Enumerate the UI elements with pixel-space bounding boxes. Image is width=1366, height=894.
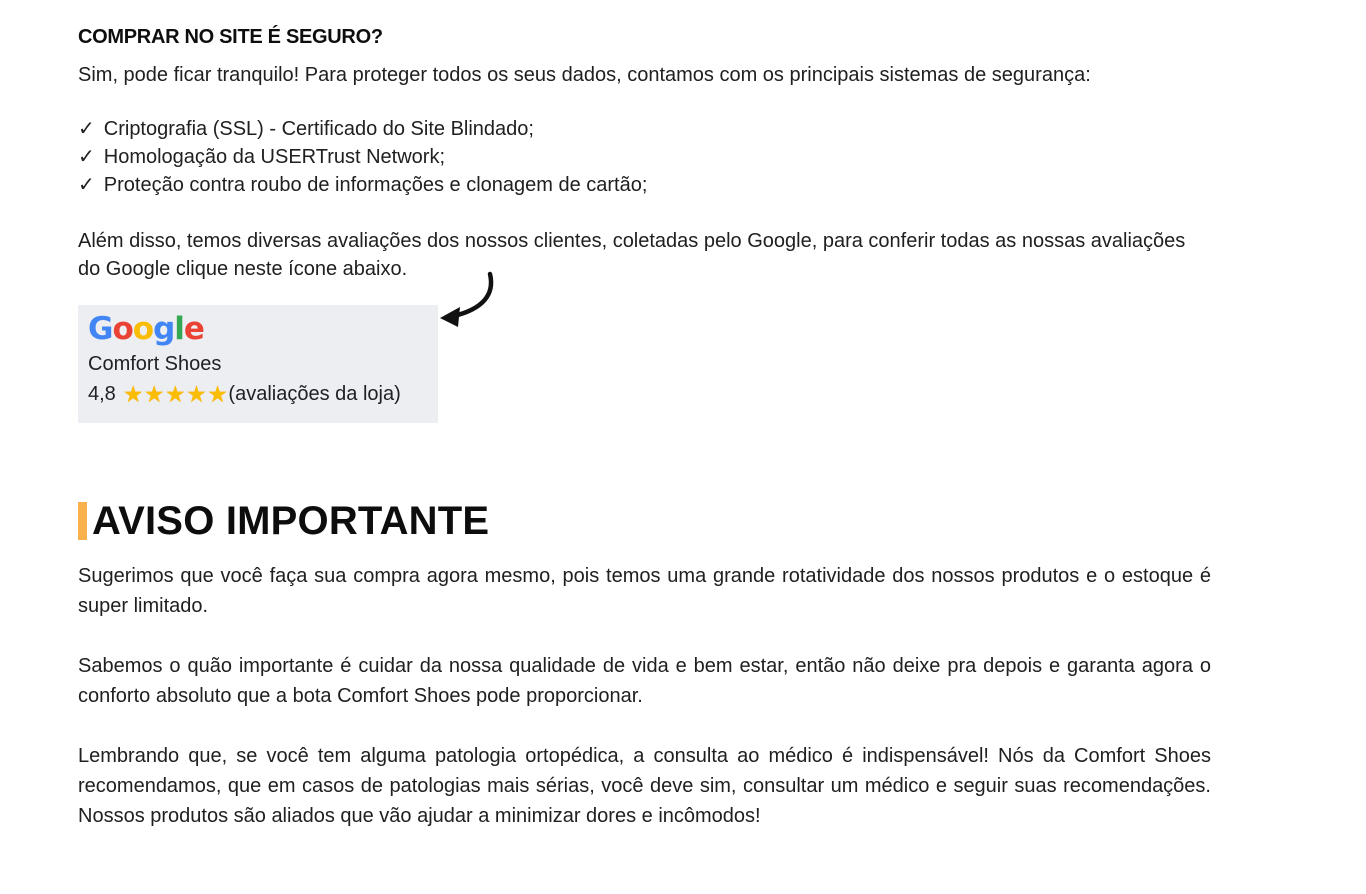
accent-bar bbox=[78, 502, 87, 540]
checklist-item bbox=[78, 171, 1211, 199]
reviews-count-label: (avaliações da loja) bbox=[228, 383, 401, 405]
security-checklist bbox=[78, 115, 1211, 199]
security-section-heading: COMPRAR NO SITE É SEGURO? bbox=[78, 26, 383, 48]
google-badge-area bbox=[78, 305, 438, 423]
notice-paragraph: Sabemos o quão importante é cuidar da nossa qualidade de vida e bem estar, então não deixe pra depois e garanta agora o conforto absoluto que a bota Comfort Shoes pode proporcionar. bbox=[78, 655, 1211, 707]
google-logo-letter: o bbox=[132, 311, 154, 347]
checklist-item bbox=[78, 143, 1211, 171]
google-logo-letter: l bbox=[174, 311, 184, 347]
important-notice-heading: AVISO IMPORTANTE bbox=[92, 499, 490, 543]
checklist-item-text: Criptografia (SSL) - Certificado do Site Blindado; bbox=[103, 118, 534, 140]
notice-paragraph: Lembrando que, se você tem alguma patologia ortopédica, a consulta ao médico é indispensável! Nós da Comfort Shoes recomendamos, que em casos de patologias mais sérias, você deve sim, consultar um médico e seguir suas recomendações. Nossos produtos são aliados que vão ajudar a minimizar dores e incômodos! bbox=[78, 745, 1211, 827]
notice-paragraph: Sugerimos que você faça sua compra agora mesmo, pois temos uma grande rotatividade dos nossos produtos e o estoque é super limitado. bbox=[78, 565, 1211, 617]
google-logo-letter: o bbox=[112, 311, 133, 347]
checklist-item-text: Homologação da USERTrust Network; bbox=[103, 146, 446, 168]
store-name: Comfort Shoes bbox=[88, 353, 222, 375]
check-icon: ✓ bbox=[78, 146, 95, 168]
google-logo-letter: G bbox=[88, 311, 113, 347]
checklist-item-text: Proteção contra roubo de informações e clonagem de cartão; bbox=[103, 174, 648, 196]
check-icon: ✓ bbox=[78, 174, 95, 196]
important-notice-body bbox=[78, 561, 1211, 831]
google-logo-letter: g bbox=[153, 311, 175, 347]
google-logo-letter: e bbox=[183, 311, 204, 347]
google-reviews-note: Além disso, temos diversas avaliações dos nossos clientes, coletadas pelo Google, para conferir todas as nossas avaliações do Google clique neste ícone abaixo. bbox=[78, 230, 1186, 280]
security-intro-text: Sim, pode ficar tranquilo! Para proteger todos os seus dados, contamos com os principais sistemas de segurança: bbox=[78, 64, 1091, 86]
check-icon: ✓ bbox=[78, 118, 95, 140]
star-rating-icons: ★★★★★ bbox=[122, 381, 229, 407]
rating-value: 4,8 bbox=[88, 383, 116, 405]
google-logo bbox=[88, 311, 428, 347]
rating-line bbox=[88, 380, 428, 408]
important-notice-heading-row bbox=[78, 499, 1211, 543]
checklist-item bbox=[78, 115, 1211, 143]
hand-drawn-arrow-icon bbox=[434, 271, 506, 339]
google-reviews-badge[interactable] bbox=[78, 305, 438, 423]
